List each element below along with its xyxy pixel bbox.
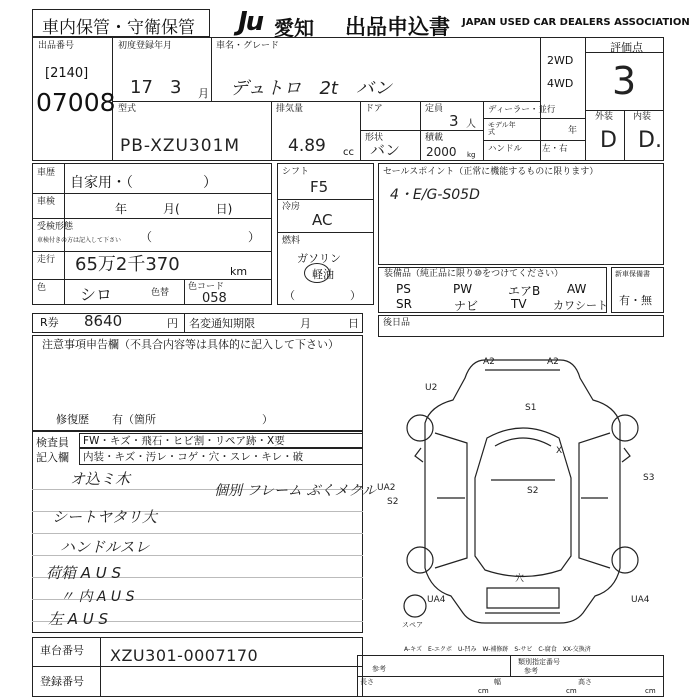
model-label: 型式	[118, 104, 137, 114]
org-name: 愛知	[274, 16, 314, 40]
equipment-navi: ナビ	[454, 299, 479, 313]
first-reg-year: 17	[130, 77, 153, 98]
mark-x: X	[556, 446, 563, 456]
length-unit: cm	[478, 687, 489, 695]
shape-value: バン	[370, 141, 401, 159]
damage-legend: A-キズ E-エクボ U-凹み W-補修跡 S-サビ C-腐食 XX-交換済	[404, 646, 591, 653]
association-name: JAPAN USED CAR DEALERS ASSOCIATION	[462, 17, 690, 28]
mark-hole: 穴	[515, 574, 525, 584]
form-title: 出品申込書	[345, 15, 450, 39]
color-swap-label: 色替	[151, 288, 170, 298]
model-year-label: モデル年式	[488, 121, 516, 136]
first-reg-label: 初度登録年月	[118, 41, 173, 51]
spare-label: スペア	[402, 621, 423, 629]
chassis-value: XZU301-0007170	[110, 646, 259, 665]
month-unit: 月	[198, 87, 209, 100]
fuel-value-2: 軽油	[312, 268, 334, 281]
remark-5: 荷箱 A U S	[46, 564, 122, 582]
plate-label: 登録番号	[40, 675, 84, 688]
drive-4wd: 4WD	[547, 77, 574, 90]
mark-ua4-left: UA4	[427, 595, 446, 605]
receipt-note: 車検付きの方は記入して下さい	[37, 237, 122, 244]
equipment-pw: PW	[453, 282, 473, 296]
capacity-label: 定員	[425, 104, 444, 114]
equipment-tv: TV	[511, 297, 527, 311]
int-score: D.	[638, 128, 662, 153]
notes-label: 注意事項申告欄（不具合内容等は具体的に記入して下さい）	[42, 338, 339, 351]
mark-s3: S3	[643, 473, 655, 483]
history-label: 車歴	[37, 168, 56, 178]
repair-history-close: ）	[262, 413, 273, 426]
displacement-value: 4.89	[288, 136, 326, 156]
rear-items-label: 後日品	[383, 318, 411, 328]
equipment-airbag: エアB	[508, 284, 541, 298]
year-unit: 年	[568, 126, 578, 136]
mark-a2-right: A2	[547, 357, 559, 367]
warranty-value: 有・無	[619, 294, 652, 307]
mark-s2-center: S2	[527, 486, 539, 496]
score-label: 評価点	[610, 41, 643, 54]
width-unit: cm	[566, 687, 577, 695]
history-value: 自家用・（ ）	[70, 175, 217, 191]
displacement-unit: cc	[343, 147, 354, 158]
color-value: シロ	[80, 285, 113, 304]
chassis-label: 車台番号	[40, 644, 84, 657]
mark-s2-side: S2	[387, 497, 399, 507]
inspection-label: 車検	[37, 197, 56, 207]
displacement-label: 排気量	[276, 104, 304, 114]
storage-badge-text: 車内保管・守衛保管	[42, 18, 195, 38]
mileage-unit: km	[230, 265, 248, 278]
rear-items-block	[378, 315, 664, 337]
ac-label: 冷房	[282, 202, 301, 212]
equipment-seat: カワシート	[553, 299, 608, 312]
fw-row: FW・キズ・飛石・ヒビ割・リペア跡・X要	[83, 435, 285, 447]
interior-row: 内装・キズ・汚レ・コゲ・穴・スレ・キレ・破	[83, 451, 304, 463]
capacity-value: 3	[449, 112, 459, 130]
warranty-label: 新車保備書	[615, 270, 650, 278]
load-label: 積載	[425, 133, 444, 143]
lot-number: 07008	[36, 88, 116, 117]
model-value: PB-XZU301M	[120, 136, 241, 156]
color-code-label: 色コード	[188, 282, 225, 292]
load-unit: kg	[467, 151, 476, 159]
equipment-label: 装備品（純正品に限り⑩をつけてください）	[384, 269, 564, 279]
ext-label: 外装	[595, 112, 614, 122]
fuel-bracket: （ ）	[284, 289, 361, 302]
drive-2wd: 2WD	[547, 54, 574, 67]
tax-month: 月	[300, 317, 311, 330]
mark-ua2: UA2	[377, 483, 396, 493]
shift-label: シフト	[282, 167, 310, 177]
handle-options: 左・右	[542, 144, 568, 154]
fuel-value: ガソリン	[297, 252, 341, 265]
width-label: 幅	[494, 678, 501, 686]
mileage-value: 65万2千370	[75, 254, 180, 275]
doors-label: ドア	[365, 104, 383, 114]
color-code-value: 058	[202, 291, 227, 306]
inspection-value: 年 月( 日)	[115, 202, 233, 216]
tax-deadline-label: 名変通知期限	[189, 317, 255, 330]
tax-day: 日	[348, 317, 359, 330]
mark-a2-left: A2	[483, 357, 495, 367]
shape-label: 形状	[365, 133, 384, 143]
height-label: 高さ	[578, 678, 592, 686]
length-label: 長さ	[360, 678, 374, 686]
car-name-label: 車名・グレード	[216, 41, 280, 51]
car-diagram	[375, 338, 670, 638]
equipment-aw: AW	[567, 282, 587, 296]
car-name-value: デュトロ 2t バン	[230, 78, 392, 99]
measure-ref-label-1: 参考	[372, 665, 386, 673]
remark-4: ハンドルスレ	[60, 538, 150, 556]
receipt-value: （ ）	[140, 230, 261, 244]
ext-score: D	[600, 128, 617, 153]
repair-history-value: 有（箇所	[112, 413, 156, 426]
handle-label: ハンドル	[488, 144, 523, 154]
color-label: 色	[37, 283, 47, 293]
mark-s1: S1	[525, 403, 537, 413]
first-reg-month: 3	[170, 77, 182, 98]
receipt-label: 受検形態	[37, 222, 74, 232]
int-label: 内装	[633, 112, 652, 122]
r-fee-unit: 円	[167, 317, 178, 330]
inspector-label: 検査員	[36, 436, 69, 449]
remark-6: 〃 内 A U S	[60, 589, 135, 605]
category-label: 類別指定番号	[518, 658, 560, 666]
mileage-label: 走行	[37, 255, 56, 265]
shift-value: F5	[310, 178, 329, 196]
equipment-ps: PS	[396, 282, 411, 296]
r-fee-value: 8640	[84, 312, 123, 330]
remark-1: オ込ミ木	[70, 470, 131, 488]
inspector-memo-label: 記入欄	[36, 451, 69, 464]
ac-value: AC	[312, 211, 333, 229]
r-fee-label: R券	[40, 316, 59, 329]
lot-label: 出品番号	[38, 41, 75, 51]
remark-2: 個別 フレーム ぶくメクル	[214, 483, 376, 499]
equipment-sr: SR	[396, 297, 412, 311]
sales-point-block	[378, 163, 664, 265]
capacity-unit: 人	[466, 119, 476, 130]
fuel-circle	[304, 263, 330, 283]
lot-sub: [2140]	[45, 66, 89, 81]
fuel-label: 燃料	[282, 236, 301, 246]
measure-ref-label-2: 参考	[524, 667, 538, 675]
score-value: 3	[612, 59, 637, 103]
dealer-label: ディーラー・並行	[488, 105, 556, 115]
sales-point-value: 4・E/G-S05D	[390, 187, 480, 203]
ju-logo: Ju	[238, 7, 263, 37]
remark-3: シートヤタリ大	[52, 508, 157, 526]
load-value: 2000	[426, 145, 457, 159]
sales-point-label: セールスポイント（正常に機能するものに限ります）	[383, 167, 599, 177]
repair-history-label: 修復歴	[56, 413, 89, 426]
remark-7: 左 A U S	[48, 610, 109, 628]
mark-ua4-right: UA4	[631, 595, 650, 605]
mark-u2: U2	[425, 383, 438, 393]
height-unit: cm	[645, 687, 656, 695]
